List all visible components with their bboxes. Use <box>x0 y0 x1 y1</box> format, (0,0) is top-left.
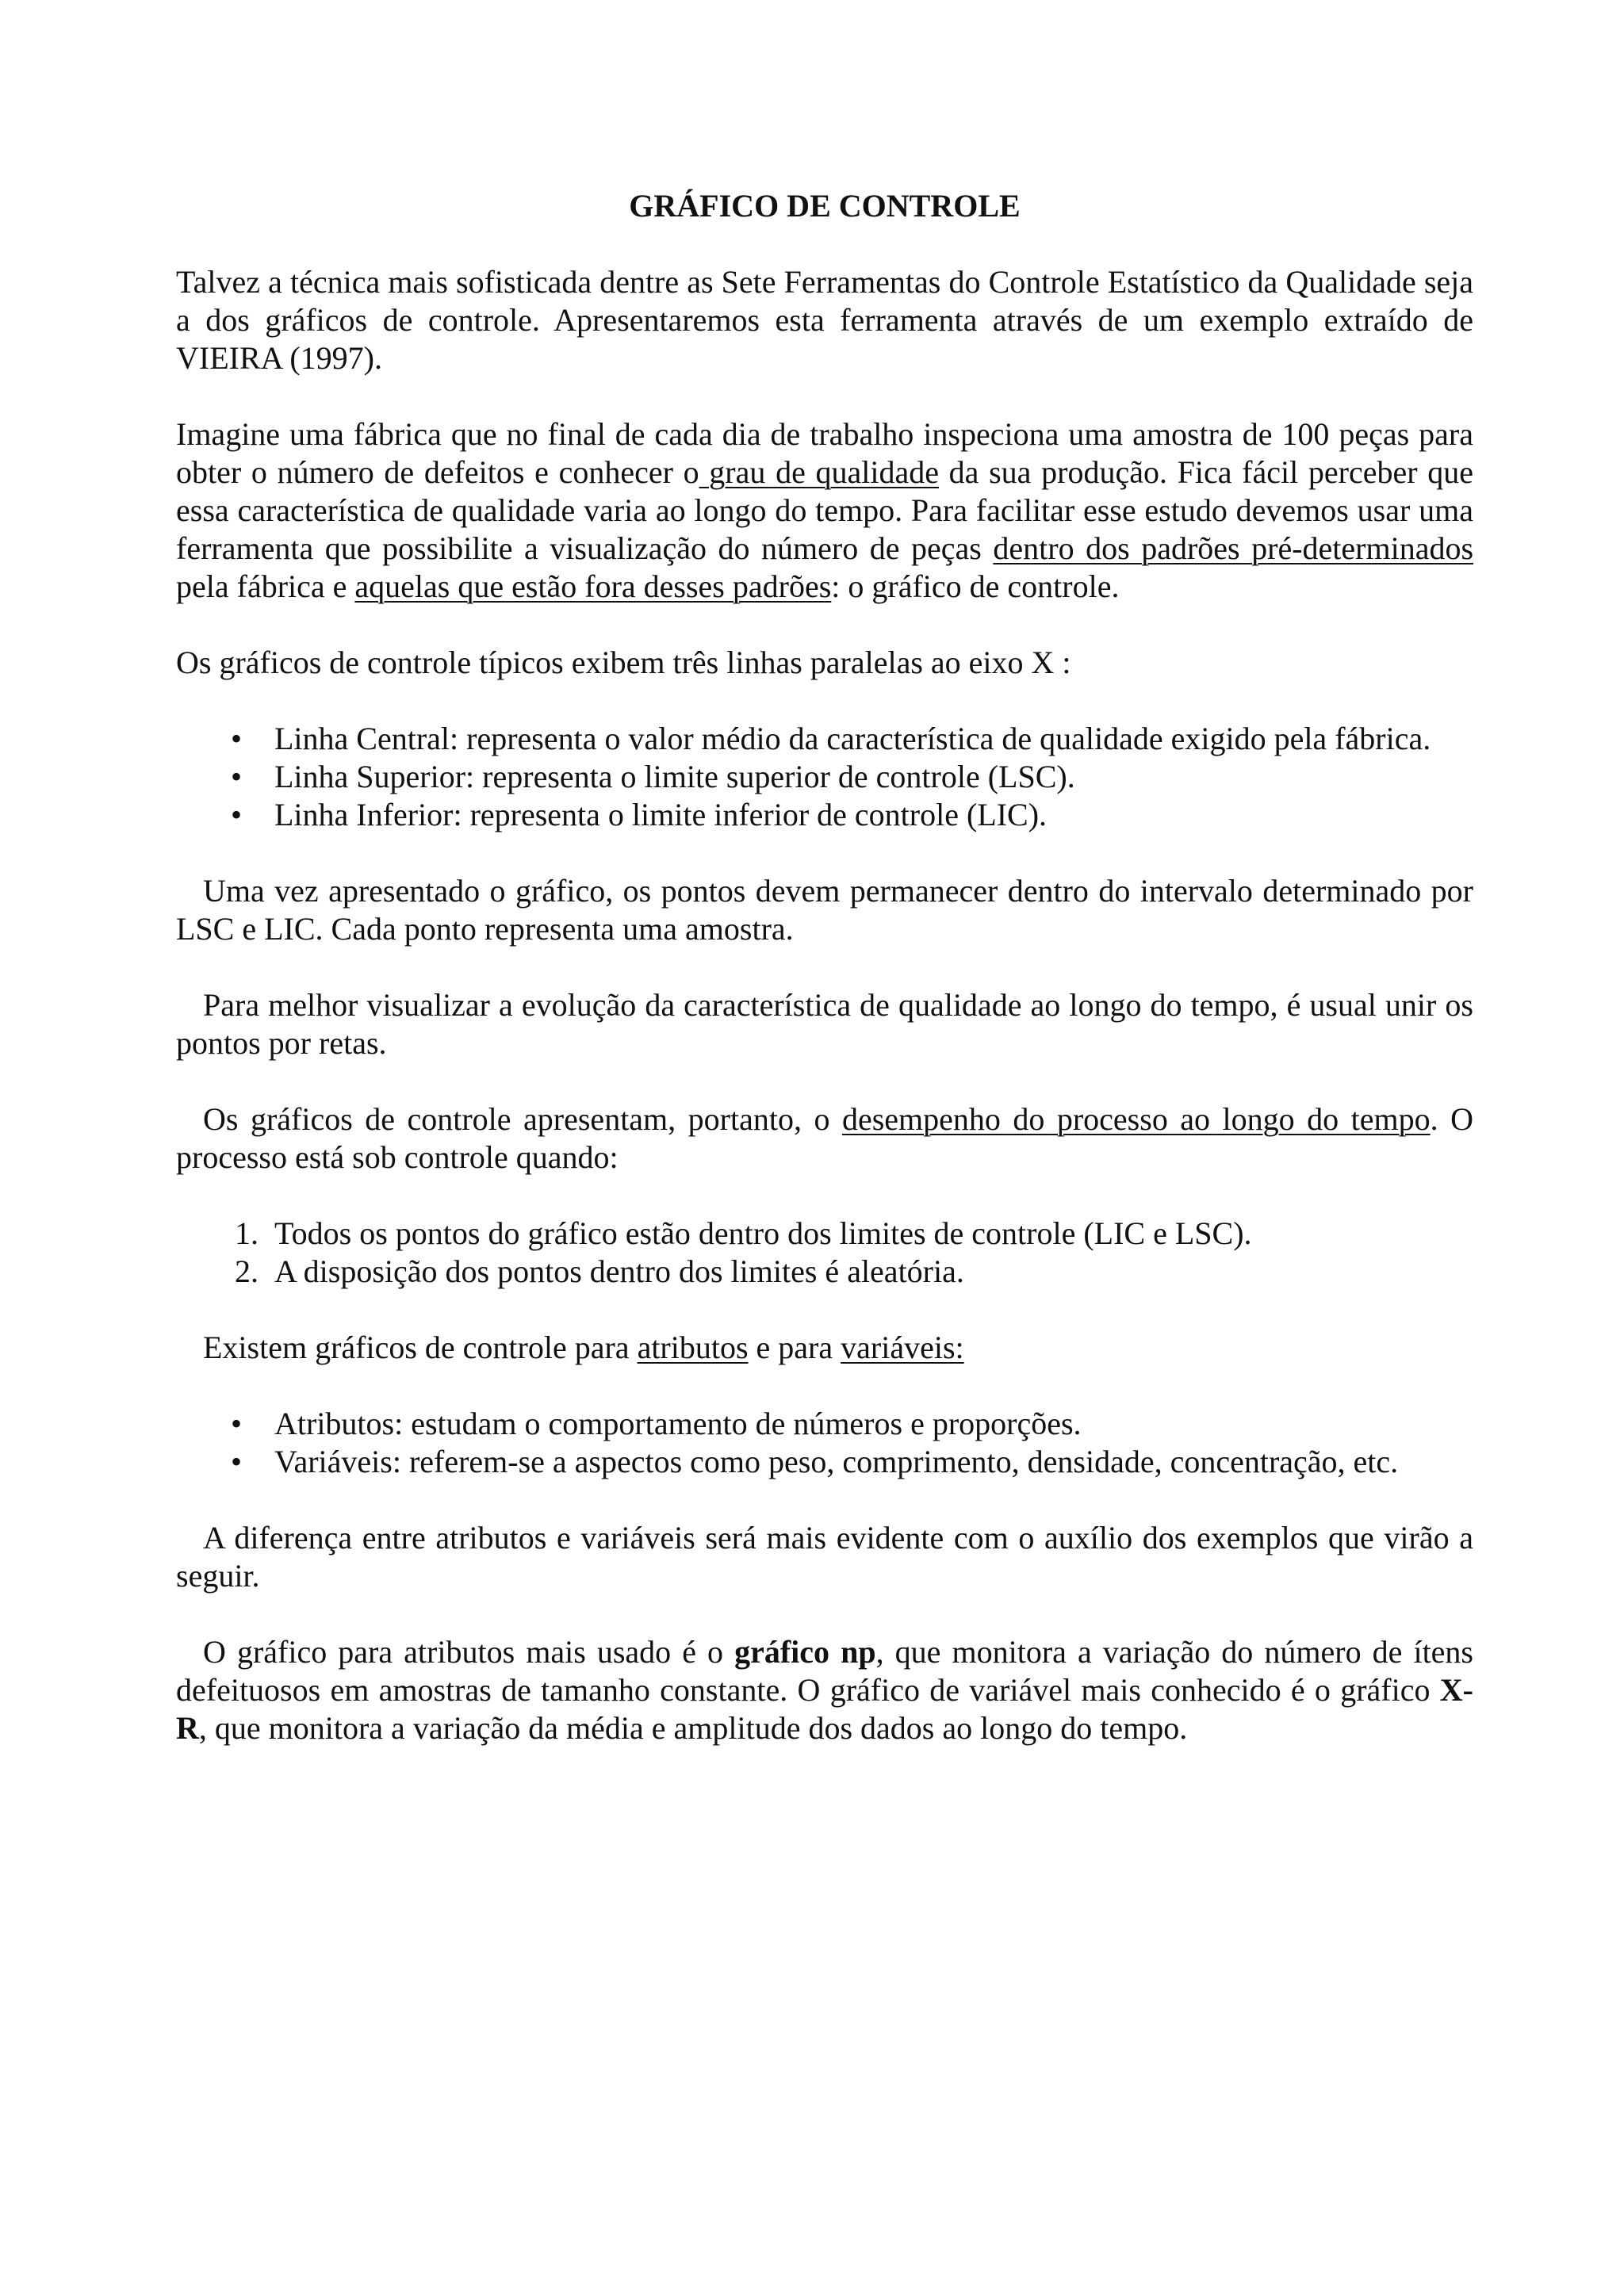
variables-text: variáveis: <box>841 1330 964 1365</box>
connect-points-paragraph: Para melhor visualizar a evolução da característica de qualidade ao longo do tempo, é usual unir os pontos por retas. <box>176 987 1473 1061</box>
chart-types-paragraph: Existem gráficos de controle para atributos e para variáveis: <box>203 1330 964 1365</box>
list-item: 1. Todos os pontos do gráfico estão dentro dos limites de controle (LIC e LSC). <box>235 1215 1252 1251</box>
np-chart-term: gráfico np <box>734 1634 876 1670</box>
list-item: • Linha Inferior: representa o limite inferior de controle (LIC). <box>176 796 1473 834</box>
bullet-icon: • <box>230 721 242 756</box>
document-page <box>176 187 1473 1785</box>
quality-degree-link-text: grau de qualidade <box>699 454 939 490</box>
control-lines-list <box>176 720 1473 834</box>
lines-intro-paragraph: Os gráficos de controle típicos exibem três linhas paralelas ao eixo X : <box>176 645 1071 680</box>
list-item: 2. A disposição dos pontos dentro dos limites é aleatória. <box>235 1253 964 1289</box>
intro-paragraph: Talvez a técnica mais sofisticada dentre as Sete Ferramentas do Controle Estatístico da Qualidade seja a dos gráficos de controle. Apresentaremos esta ferramenta através de um exemplo extraído de VIEIRA (1997). <box>176 264 1473 376</box>
list-item: • Linha Superior: representa o limite superior de controle (LSC). <box>176 758 1473 796</box>
list-item: • Linha Central: representa o valor médio da característica de qualidade exigido pela fábrica. <box>176 720 1473 758</box>
list-item: • Atributos: estudam o comportamento de números e proporções. <box>176 1405 1473 1443</box>
difference-paragraph: A diferença entre atributos e variáveis será mais evidente com o auxílio dos exemplos que virão a seguir. <box>176 1520 1473 1594</box>
process-performance-text: desempenho do processo ao longo do tempo <box>841 1101 1431 1137</box>
page-title: GRÁFICO DE CONTROLE <box>629 188 1021 224</box>
bullet-icon: • <box>230 1406 242 1441</box>
process-control-paragraph: Os gráficos de controle apresentam, portanto, o desempenho do processo ao longo do tempo. O processo está sob controle quando: <box>176 1101 1473 1175</box>
bullet-icon: • <box>230 797 242 832</box>
attributes-text: atributos <box>637 1330 749 1365</box>
list-item: • Variáveis: referem-se a aspectos como peso, comprimento, densidade, concentração, etc. <box>176 1443 1473 1481</box>
points-paragraph: Uma vez apresentado o gráfico, os pontos devem permanecer dentro do intervalo determinado por LSC e LIC. Cada ponto representa uma amostra. <box>176 873 1473 947</box>
factory-example-paragraph: Imagine uma fábrica que no final de cada dia de trabalho inspeciona uma amostra de 100 peças para obter o número de defeitos e conhecer o grau de qualidade da sua produção. Fica fácil perceber que essa característica de qualidade varia ao longo do tempo. Para facilitar esse estudo devemos usar uma ferramenta que possibilite a visualização do número de peças dentro dos padrões pré-determinados pela fábrica e aquelas que estão fora desses padrões: o gráfico de controle. <box>176 416 1474 604</box>
np-xr-paragraph: O gráfico para atributos mais usado é o gráfico np, que monitora a variação do número de ítens defeituosos em amostras de tamanho constante. O gráfico de variável mais conhecido é o gráfico X-R, que monitora a variação da média e amplitude dos dados ao longo do tempo. <box>176 1634 1473 1746</box>
outside-standards-text: aquelas que estão fora desses padrões <box>354 568 832 604</box>
bullet-icon: • <box>230 759 242 794</box>
chart-types-list <box>176 1405 1473 1481</box>
within-standards-text: dentro dos padrões pré-determinados <box>993 530 1474 566</box>
xr-chart-term: X-R <box>176 1672 1473 1746</box>
control-conditions-list <box>176 1215 1473 1291</box>
bullet-icon: • <box>230 1444 242 1479</box>
